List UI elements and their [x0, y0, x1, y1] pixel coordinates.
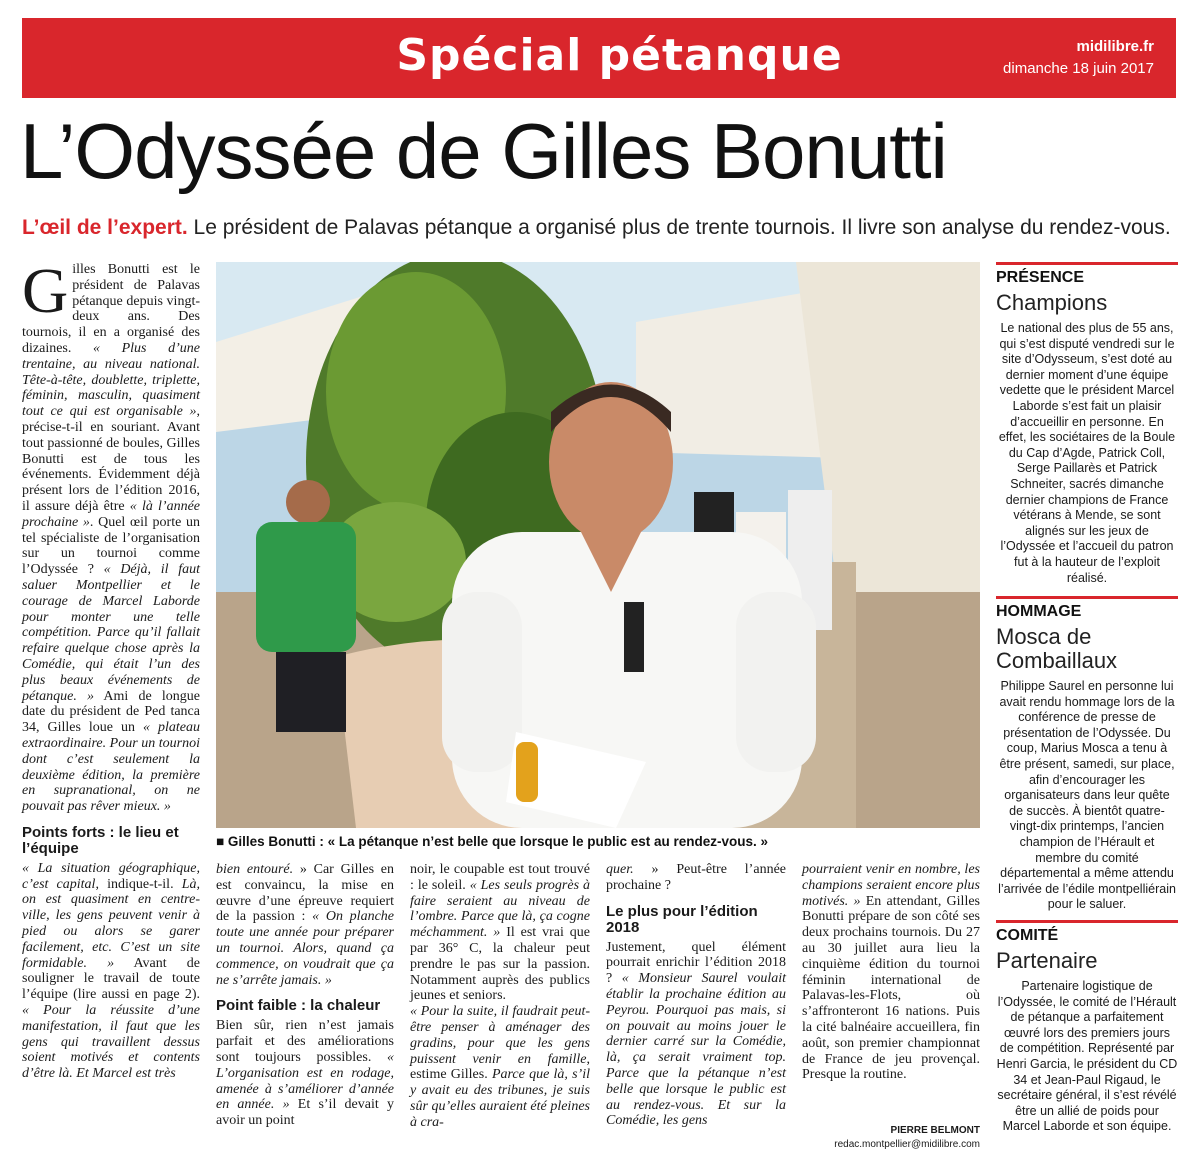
quote: « Déjà, il faut saluer Montpellier et le courage de Marcel Laborde pour monter une telle compétition. Parce qu’il fallait refaire quelque chose après la Comédie, qui était l’un des plus beaux événements de pétanque. » — [22, 562, 200, 704]
section-banner — [22, 18, 1176, 98]
subheading: Le plus pour l’édition 2018 — [606, 902, 758, 936]
issue-date: dimanche 18 juin 2017 — [1003, 60, 1154, 77]
paragraph: . Quel œil porte un tel spécialiste de l’organisation sur un tournoi comme l’Odyssée ? — [22, 514, 200, 578]
site-url: midilibre.fr — [1076, 38, 1154, 55]
paragraph: Bien sûr, rien n’est jamais parfait et des améliorations sont toujours possibles. — [216, 1018, 394, 1065]
masthead-info — [1003, 36, 1154, 80]
quote: « Pour la réussite d’une manifestation, il faut que les gens qui travaillent dessus soient motivés et contents d’être là. Et Marcel est très — [22, 1003, 200, 1082]
paragraph: Et s’il devait y avoir un point — [216, 1097, 394, 1129]
quote: « là l’année prochaine » — [22, 498, 200, 530]
section-title: Spécial pétanque — [396, 30, 843, 81]
sidebar-box-hommage — [996, 596, 1178, 913]
quote: bien entouré. — [216, 862, 294, 877]
text-column-2 — [216, 862, 394, 1129]
quote: « Plus d’une trentaine, au niveau national. Tête-à-tête, doublette, triplette, féminin, masculin, quasiment tout ce qui est organisable » — [22, 340, 200, 420]
sidebar-text: Partenaire logistique de l’Odyssée, le comité de l’Hérault de pétanque a parfaitement œuvré lors des premiers jours de compétition. Représenté par Henri Garcia, le président du CD 34 et Jean-Paul Rigaud, le secrétaire général, il s’est révélé être un allié de poids pour Marcel Laborde et son équipe. — [996, 979, 1178, 1134]
byline — [800, 1124, 980, 1152]
paragraph: Justement, quel élément pourrait enrichir l’édition 2018 ? — [606, 939, 786, 987]
sidebar-title: Partenaire — [996, 948, 1098, 973]
quote: Parce que là, s’il y avait eu des tribunes, je suis sûr qu’elles auraient été pleines à cra- — [410, 1067, 590, 1130]
paragraph: » Car Gilles en est convaincu, la mise en œuvre d’une épreuve requiert de la passion : — [216, 862, 394, 925]
photo-caption: ■ Gilles Bonutti : « La pétanque n’est belle que lorsque le public est au rendez-vous. » — [216, 834, 769, 849]
quote: « Les seuls progrès à faire seraient au niveau de l’ombre. Parce que là, ça cogne méchamment. » — [410, 877, 590, 941]
quote: pourraient venir en nombre, les champions seraient encore plus motivés. » — [802, 862, 980, 909]
article-photo — [216, 262, 980, 828]
article-headline: L’Odyssée de Gilles Bonutti — [20, 107, 947, 195]
sidebar-box-comite — [996, 920, 1178, 1135]
paragraph: , estime Gilles. — [410, 1051, 590, 1083]
paragraph: » Peut-être l’année prochaine ? — [606, 862, 786, 893]
quote: « L’organisation est en rodage, amenée à s’améliorer d’année en année. » — [216, 1049, 394, 1113]
quote: Là, on est quasiment en centre-ville, les gens peuvent venir à pied ou alors se garer facilement, etc. C’est un site formidable. » — [22, 876, 200, 971]
drop-cap: G — [22, 255, 69, 326]
subheading: Points forts : le lieu et l’équipe — [22, 823, 179, 857]
paragraph: Ami de longue date du président de Ped tanca 34, Gilles loue un — [22, 688, 201, 736]
paragraph: illes Bonutti est le président de Palavas pétanque depuis vingt-deux ans. Des tournois, il en a organisé des dizaines. — [22, 262, 200, 356]
author-name: PIERRE BELMONT — [890, 1125, 980, 1136]
paragraph: Avant de souligner le travail de toute l’équipe (lire aussi en page 2). — [22, 955, 200, 1003]
lede-text: Le président de Palavas pétanque a organisé plus de trente tournois. Il livre son analyse du rendez-vous. — [187, 216, 1171, 239]
quote: « La situation géographique, c’est capital — [22, 860, 200, 892]
sidebar-text: Le national des plus de 55 ans, qui s’est disputé vendredi sur le site d’Odysseum, s’est doté au dernier moment d’une équipe vedette que le président Marcel Laborde s’est fait un plaisir d’accueillir en personne. En effet, les sociétaires de la Boule du Cap d’Agde, Patrick Coll, Serge Paillarès et Patrick Schneiter, sacrés dimanche dernier champions de France vétérans à Mende, se sont alignés sur les jeux de l’Odyssée et l’accueil du patron fut à la hauteur de l’exploit réalisé. — [998, 321, 1176, 585]
article-lede — [22, 216, 1182, 240]
sidebar-section-label: PRÉSENCE — [996, 262, 1178, 287]
quote: « On planche toute une année pour préparer un tournoi. Alors, quand ça commence, on voudrait que ça ne s’arrête jamais. » — [216, 909, 394, 988]
text-column-4 — [606, 862, 786, 1129]
quote: « plateau extraordinaire. Pour un tournoi dont c’est seulement la deuxième édition, la première en supranational, on ne pouvait pas rêver mieux. » — [22, 720, 201, 815]
quote: « Pour la suite, il faudrait peut-être penser à aménager des gradins, pour que les gens puissent venir en famille — [410, 1004, 590, 1067]
paragraph: , précise-t-il en souriant. Avant tout passionné de boules, Gilles Bonutti est de tous les événements. Évidemment déjà présent lors de l’édition 2016, il assure déjà être — [22, 404, 200, 514]
lede-label: L’œil de l’expert. — [22, 216, 188, 239]
author-email: redac.montpellier@midilibre.com — [834, 1139, 980, 1150]
subheading: Point faible : la chaleur — [216, 997, 381, 1015]
text-column-1 — [22, 255, 201, 1082]
photo-illustration — [216, 262, 980, 828]
sidebar-box-presence — [996, 262, 1178, 586]
paragraph: En attendant, Gilles Bonutti prépare de son côté ses deux prochains tournois. Du 27 au 30 juillet aura lieu la cinquième édition du tournoi féminin international de Palavas-les-Flots, où s’affronteront 16 nations. Puis la cité balnéaire accueillera, fin août, son premier championnat de France de jeu provençal. Presque la routine. — [802, 893, 980, 1083]
paragraph: noir, le coupable est tout trouvé : le soleil. — [410, 862, 590, 893]
text-column-3 — [410, 862, 590, 1131]
quote: « Monsieur Saurel voulait établir la prochaine édition au Peyrou. Pourquoi pas mais, si on pouvait au moins jouer le dernier carré sur la Comédie, là, ça serait vraiment top. Parce que la pétanque n’est belle que lorsque le public est au rendez-vous. Et sur la Comédie, les gens — [606, 971, 786, 1129]
paragraph: Il est vrai que par 36° C, la chaleur peut prendre le pas sur la passion. Notamment auprès des publics jeunes et seniors. — [410, 925, 590, 1004]
text-column-5 — [802, 862, 980, 1083]
sidebar-text: Philippe Saurel en personne lui avait rendu hommage lors de la conférence de presse de présentation de l’Odyssée. Du coup, Marius Mosca a tenu à être présent, samedi, sur place, afin d’encourager les organisateurs dans leur quête de succès. À bientôt quatre-vingt-dix printemps, l’ancien champion de l’Hérault et membre du comité départemental a même attendu l’arrivée de l’édile montpelliérain pour le saluer. — [998, 679, 1176, 912]
sidebar-section-label: HOMMAGE — [996, 596, 1178, 621]
quote: quer. — [606, 862, 634, 877]
sidebar-section-label: COMITÉ — [996, 920, 1178, 945]
sidebar-title: Mosca de Combaillaux — [996, 624, 1118, 673]
paragraph: , indique-t-il. — [95, 876, 174, 892]
sidebar-title: Champions — [996, 290, 1108, 315]
